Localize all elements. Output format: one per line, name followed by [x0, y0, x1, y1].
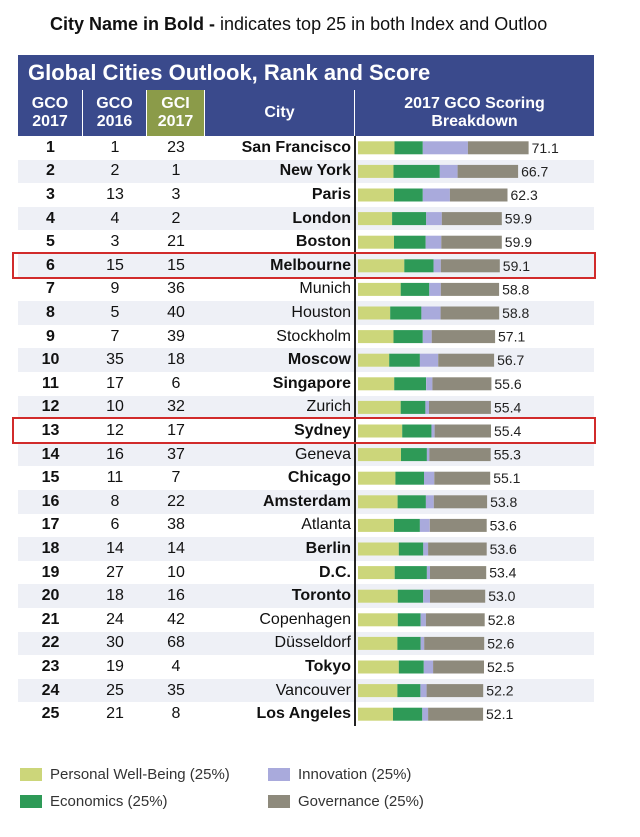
city-name: Chicago	[287, 469, 351, 487]
city-name: Toronto	[291, 587, 351, 605]
gco-2016-rank: 3	[110, 233, 120, 251]
gci-2017-rank: 36	[167, 280, 185, 298]
gci-2017-rank: 39	[167, 327, 185, 345]
gco-2016-rank: 24	[106, 610, 124, 628]
city-name: Boston	[295, 233, 351, 251]
gco-2016-rank: 30	[106, 634, 124, 652]
gco-2017-rank: 22	[41, 634, 60, 652]
gco-2017-rank: 24	[41, 681, 60, 699]
bar-segment-economics	[394, 165, 440, 178]
legend-label-personal: Personal Well-Being (25%)	[50, 766, 230, 783]
legend-label-innovation: Innovation (25%)	[298, 766, 412, 783]
gci-2017-rank: 14	[167, 539, 185, 557]
bar-segment-personal	[358, 472, 395, 485]
bar-segment-economics	[390, 307, 421, 320]
bar-segment-personal	[358, 684, 397, 697]
city-name: Melbourne	[270, 256, 351, 274]
score-total-label: 55.6	[494, 375, 522, 392]
bar-segment-innovation	[426, 495, 434, 508]
bar-segment-economics	[397, 684, 420, 697]
legend-item-innovation	[268, 766, 411, 783]
bar-segment-economics	[401, 448, 427, 461]
bar-segment-economics	[395, 566, 427, 579]
gco-2016-rank: 9	[110, 280, 120, 298]
score-total-label: 71.1	[531, 139, 559, 156]
score-total-label: 59.9	[504, 210, 533, 227]
gci-2017-rank: 16	[167, 587, 185, 605]
gco-2017-rank: 3	[46, 185, 55, 203]
bar-segment-governance	[433, 661, 484, 674]
bar-segment-governance	[432, 330, 495, 343]
gco-2017-rank: 8	[46, 303, 55, 321]
legend-label-economics: Economics (25%)	[50, 793, 168, 810]
bar-segment-personal	[358, 566, 395, 579]
legend-swatch-innovation	[268, 768, 290, 781]
legend-swatch-economics	[20, 795, 42, 808]
bar-segment-personal	[358, 307, 390, 320]
bar-segment-innovation	[440, 165, 458, 178]
bar-segment-personal	[358, 283, 401, 296]
bar-segment-innovation	[426, 377, 432, 390]
bar-segment-economics	[394, 236, 426, 249]
bar-segment-governance	[427, 684, 484, 697]
bar-segment-innovation	[426, 236, 442, 249]
bar-segment-economics	[394, 377, 426, 390]
gco-2016-rank: 17	[106, 374, 124, 392]
bar-segment-personal	[358, 212, 392, 225]
bar-segment-personal	[358, 543, 399, 556]
header-gco-2017-l1: GCO	[31, 95, 69, 112]
bar-segment-personal	[358, 448, 401, 461]
header-gco-2017-l2: 2017	[32, 113, 68, 130]
gco-2017-rank: 19	[41, 563, 60, 581]
header-gco-2016-l1: GCO	[96, 95, 133, 112]
bar-segment-innovation	[421, 307, 440, 320]
rank-table	[18, 55, 594, 728]
bar-segment-innovation	[424, 661, 433, 674]
header-gco-2016-l2: 2016	[96, 113, 133, 130]
bar-segment-personal	[358, 519, 394, 532]
gco-2017-rank: 12	[41, 398, 60, 416]
gco-2017-rank: 25	[41, 705, 60, 723]
gco-2017-rank: 13	[41, 421, 60, 439]
bar-segment-governance	[430, 566, 486, 579]
bar-segment-personal	[358, 590, 398, 603]
gco-2016-rank: 7	[110, 327, 120, 345]
gci-2017-rank: 3	[171, 185, 181, 203]
bar-segment-governance	[468, 141, 529, 154]
bar-segment-innovation	[427, 448, 429, 461]
score-total-label: 53.4	[489, 564, 517, 581]
gco-2016-rank: 4	[110, 209, 120, 227]
header-score-breakdown	[355, 90, 594, 136]
gco-2017-rank: 7	[46, 280, 55, 298]
gci-2017-rank: 17	[167, 421, 185, 439]
city-name: Singapore	[272, 374, 351, 392]
gco-2017-rank: 1	[46, 138, 55, 156]
score-total-label: 56.7	[497, 352, 525, 369]
bar-segment-innovation	[421, 613, 426, 626]
bar-segment-innovation	[426, 212, 442, 225]
bar-segment-economics	[395, 472, 424, 485]
city-name: Copenhagen	[259, 610, 351, 628]
bar-segment-governance	[430, 590, 485, 603]
bold-note-text: indicates top 25 in both Index and Outloo	[215, 14, 548, 34]
legend-label-governance: Governance (25%)	[298, 793, 424, 810]
bar-segment-economics	[398, 613, 421, 626]
city-name: Munich	[299, 280, 351, 298]
header-gci-2017-l1: GCI	[161, 95, 190, 112]
bar-segment-economics	[395, 141, 423, 154]
bar-segment-personal	[358, 354, 389, 367]
gco-2016-rank: 18	[106, 587, 124, 605]
gco-2016-rank: 6	[110, 516, 120, 534]
bar-segment-governance	[429, 401, 491, 414]
gco-2017-rank: 18	[41, 539, 60, 557]
bar-segment-personal	[358, 401, 401, 414]
bar-segment-economics	[394, 519, 420, 532]
bold-note-strong: City Name in Bold -	[50, 14, 216, 34]
bar-segment-innovation	[423, 330, 432, 343]
gci-2017-rank: 37	[167, 445, 185, 463]
gco-2016-rank: 15	[106, 256, 124, 274]
bar-segment-innovation	[421, 637, 425, 650]
score-total-label: 55.4	[494, 423, 522, 439]
table-title: Global Cities Outlook, Rank and Score	[18, 55, 594, 90]
bar-segment-personal	[358, 495, 398, 508]
bar-segment-innovation	[420, 519, 430, 532]
bar-segment-personal	[358, 708, 393, 721]
score-total-label: 57.1	[498, 328, 526, 345]
bar-segment-economics	[394, 330, 423, 343]
gco-2016-rank: 12	[106, 421, 124, 439]
bar-segment-governance	[441, 307, 500, 320]
gci-2017-rank: 21	[167, 233, 185, 251]
score-total-label: 53.6	[489, 541, 517, 557]
score-total-label: 52.2	[486, 682, 514, 699]
bar-segment-governance	[441, 283, 499, 296]
gco-2016-rank: 21	[106, 705, 124, 723]
score-total-label: 59.9	[504, 234, 533, 251]
gco-2016-rank: 10	[106, 398, 124, 416]
bar-segment-innovation	[420, 684, 426, 697]
score-total-label: 58.8	[502, 305, 530, 321]
bar-segment-innovation	[424, 472, 434, 485]
bar-segment-governance	[434, 495, 487, 508]
bar-segment-economics	[398, 590, 423, 603]
bar-segment-economics	[401, 401, 426, 414]
gci-2017-rank: 68	[167, 634, 185, 652]
gco-2017-rank: 15	[41, 469, 60, 487]
city-name: Vancouver	[275, 681, 351, 699]
bar-segment-personal	[358, 377, 394, 390]
bar-segment-governance	[442, 212, 502, 225]
bar-segment-economics	[389, 354, 420, 367]
bar-segment-innovation	[422, 708, 428, 721]
score-total-label: 58.8	[502, 281, 530, 298]
gco-2017-rank: 14	[41, 445, 60, 463]
gci-2017-rank: 8	[171, 705, 181, 723]
gco-2017-rank: 11	[42, 374, 59, 392]
gci-2017-rank: 6	[171, 374, 181, 392]
bar-segment-innovation	[423, 189, 450, 202]
gco-2016-rank: 14	[106, 539, 124, 557]
score-total-label: 55.3	[493, 446, 521, 463]
city-name: Amsterdam	[262, 492, 351, 510]
legend-swatch-governance	[268, 795, 290, 808]
score-total-label: 62.3	[510, 187, 538, 203]
bar-segment-economics	[399, 661, 424, 674]
bar-segment-innovation	[423, 141, 468, 154]
bar-segment-personal	[358, 141, 395, 154]
gco-2016-rank: 8	[110, 492, 120, 510]
score-total-label: 55.4	[494, 399, 522, 416]
bar-segment-economics	[394, 189, 423, 202]
score-total-label: 52.5	[487, 659, 515, 675]
bar-segment-innovation	[429, 283, 441, 296]
city-name: Berlin	[305, 539, 351, 557]
bar-segment-economics	[401, 283, 430, 296]
highlight-box-sydney	[12, 417, 596, 444]
score-total-label: 52.8	[487, 611, 515, 628]
gco-2017-rank: 17	[41, 516, 60, 534]
gci-2017-rank: 32	[167, 398, 185, 416]
gci-2017-rank: 2	[171, 209, 181, 227]
gco-2017-rank: 4	[46, 209, 55, 227]
gco-2016-rank: 1	[110, 138, 120, 156]
score-total-label: 53.8	[490, 493, 518, 510]
legend-swatch-personal	[20, 768, 42, 781]
gco-2016-rank: 2	[110, 162, 120, 180]
gco-2016-rank: 19	[106, 657, 124, 675]
city-name: Moscow	[287, 351, 351, 369]
city-name: Stockholm	[276, 327, 351, 345]
bar-segment-governance	[429, 448, 490, 461]
city-name: Houston	[291, 303, 351, 321]
city-name: Zurich	[306, 398, 351, 416]
gco-2016-rank: 13	[106, 185, 124, 203]
city-name: Paris	[311, 185, 351, 203]
bar-segment-governance	[430, 519, 487, 532]
bar-segment-governance	[441, 236, 502, 249]
gco-2017-rank: 23	[41, 657, 60, 675]
bar-segment-governance	[434, 472, 490, 485]
bar-segment-economics	[392, 212, 426, 225]
score-total-label: 59.1	[502, 257, 531, 274]
bar-segment-innovation	[423, 590, 430, 603]
city-name: London	[292, 209, 351, 227]
bold-note	[50, 14, 547, 35]
bar-segment-economics	[398, 495, 426, 508]
score-total-label: 52.6	[487, 635, 515, 652]
bar-segment-economics	[399, 543, 424, 556]
bar-segment-personal	[358, 661, 399, 674]
score-total-label: 53.0	[488, 588, 516, 605]
bar-segment-governance	[438, 354, 494, 367]
gco-2016-rank: 27	[106, 563, 124, 581]
gci-2017-rank: 15	[167, 256, 185, 274]
score-total-label: 66.7	[521, 163, 549, 180]
bar-segment-governance	[428, 708, 483, 721]
city-name: Tokyo	[305, 657, 351, 675]
city-name: Sydney	[294, 421, 351, 439]
bar-segment-innovation	[425, 401, 429, 414]
bar-segment-governance	[432, 377, 491, 390]
header-gco-2017	[18, 90, 83, 136]
bar-segment-personal	[358, 165, 394, 178]
gci-2017-rank: 40	[167, 303, 185, 321]
bar-segment-governance	[426, 613, 485, 626]
bar-segment-personal	[358, 637, 397, 650]
gco-2016-rank: 16	[106, 445, 124, 463]
bar-segment-personal	[358, 189, 394, 202]
gco-2017-rank: 2	[46, 162, 55, 180]
bar-segment-personal	[358, 330, 394, 343]
table-header	[18, 90, 594, 136]
legend	[18, 764, 618, 824]
gco-2016-rank: 25	[106, 681, 124, 699]
city-name: New York	[279, 162, 351, 180]
gci-2017-rank: 35	[167, 681, 185, 699]
city-name: Düsseldorf	[274, 634, 351, 652]
gci-2017-rank: 23	[167, 138, 185, 156]
gci-2017-rank: 18	[167, 351, 185, 369]
bar-segment-governance	[458, 165, 518, 178]
bar-segment-personal	[358, 613, 398, 626]
bar-segment-innovation	[420, 354, 438, 367]
legend-item-governance	[268, 793, 424, 810]
header-gco-2016	[83, 90, 147, 136]
gco-2017-rank: 5	[46, 233, 55, 251]
bar-segment-governance	[450, 189, 508, 202]
city-name: Geneva	[294, 445, 351, 463]
city-name: D.C.	[319, 563, 351, 581]
header-score-l2: Breakdown	[431, 113, 518, 130]
gci-2017-rank: 4	[171, 657, 181, 675]
gci-2017-rank: 38	[167, 516, 185, 534]
highlight-box-melbourne	[12, 252, 596, 279]
gco-2016-rank: 35	[106, 351, 124, 369]
gci-2017-rank: 22	[167, 492, 185, 510]
gco-2017-rank: 10	[41, 351, 60, 369]
legend-item-economics	[20, 793, 168, 810]
header-gci-2017-l2: 2017	[157, 113, 194, 130]
score-total-label: 53.6	[489, 517, 517, 534]
bar-segment-innovation	[423, 543, 428, 556]
city-name: San Francisco	[241, 138, 351, 156]
bar-segment-economics	[393, 708, 422, 721]
header-gci-2017	[147, 90, 205, 136]
gco-2017-rank: 21	[41, 610, 60, 628]
gco-2017-rank: 9	[46, 327, 55, 345]
gco-2016-rank: 11	[106, 469, 124, 487]
bar-segment-governance	[428, 543, 487, 556]
city-name: Los Angeles	[256, 705, 351, 723]
score-total-label: 55.1	[493, 470, 521, 487]
bar-segment-economics	[397, 637, 420, 650]
gci-2017-rank: 10	[167, 563, 185, 581]
gci-2017-rank: 7	[171, 469, 181, 487]
score-total-label: 52.1	[486, 706, 514, 723]
gco-2017-rank: 6	[46, 256, 55, 274]
bar-segment-innovation	[427, 566, 430, 579]
gco-2016-rank: 5	[110, 303, 120, 321]
gci-2017-rank: 1	[171, 162, 181, 180]
header-city: City	[205, 90, 355, 136]
city-name: Atlanta	[301, 516, 351, 534]
gco-2017-rank: 20	[41, 587, 60, 605]
bar-segment-governance	[424, 637, 484, 650]
header-score-l1: 2017 GCO Scoring	[404, 95, 545, 112]
legend-item-personal	[20, 766, 230, 783]
gci-2017-rank: 42	[167, 610, 185, 628]
bar-segment-personal	[358, 236, 394, 249]
gco-2017-rank: 16	[41, 492, 60, 510]
